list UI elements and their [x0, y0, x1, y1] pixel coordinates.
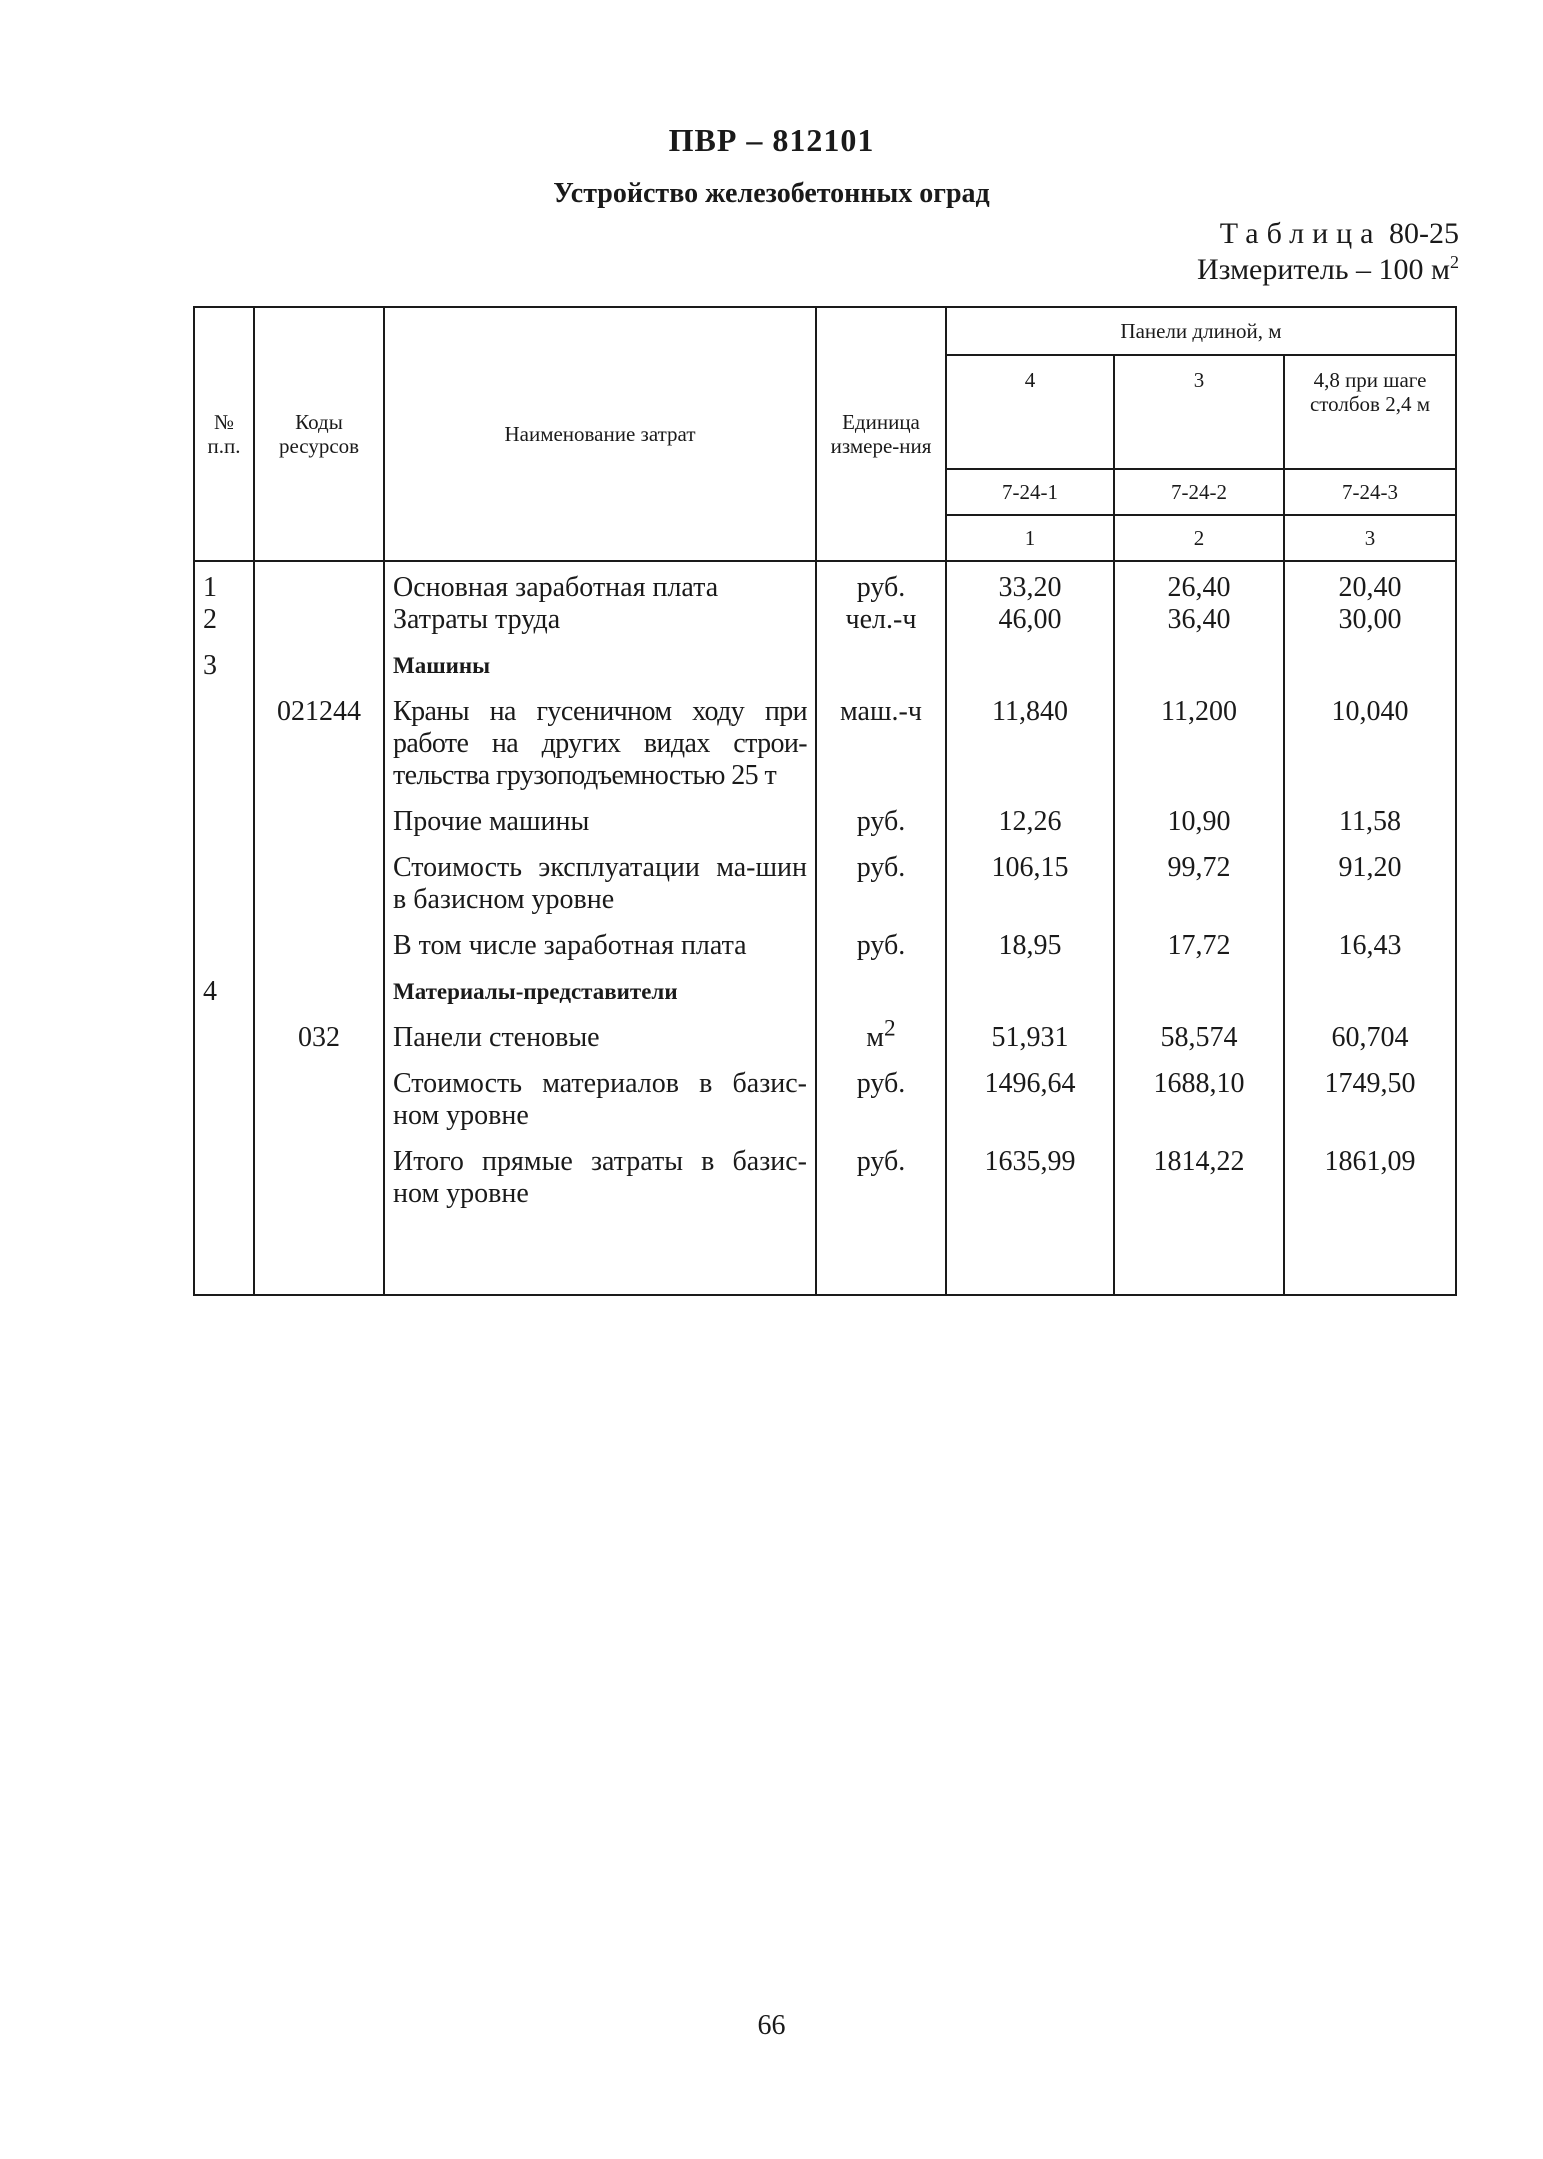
- row-code: [254, 916, 384, 962]
- row-value-2: 58,574: [1114, 1008, 1284, 1054]
- table-row: [194, 604, 1456, 636]
- header-panel-group: Панели длиной, м: [946, 307, 1456, 355]
- row-value-3: 1861,09: [1284, 1132, 1456, 1210]
- row-code: [254, 962, 384, 1008]
- row-name: Прочие машины: [384, 792, 816, 838]
- row-value-3: 1749,50: [1284, 1054, 1456, 1132]
- table-row: [194, 916, 1456, 962]
- row-num: [194, 682, 254, 792]
- filler-cell: [1114, 1210, 1284, 1295]
- row-value-1: 51,931: [946, 1008, 1114, 1054]
- page-number: 66: [757, 2010, 786, 2041]
- row-code: [254, 604, 384, 636]
- section-title-materials: Материалы-представители: [384, 962, 816, 1008]
- filler-cell: [946, 1210, 1114, 1295]
- filler-cell: [194, 1210, 254, 1295]
- header-col3-title: 4,8 при шаге столбов 2,4 м: [1284, 355, 1456, 469]
- table-row: [194, 1008, 1456, 1054]
- row-num: 1: [194, 561, 254, 604]
- row-value-3: 60,704: [1284, 1008, 1456, 1054]
- row-value-1: 1496,64: [946, 1054, 1114, 1132]
- row-value-1: 33,20: [946, 561, 1114, 604]
- row-value-3: [1284, 636, 1456, 682]
- row-unit: [816, 636, 946, 682]
- header-col2-index: 2: [1114, 515, 1284, 561]
- row-code: 021244: [254, 682, 384, 792]
- row-code: [254, 1132, 384, 1210]
- row-num: [194, 792, 254, 838]
- row-name: Стоимость эксплуатации ма-шин в базисном уровне: [384, 838, 816, 916]
- row-value-2: 11,200: [1114, 682, 1284, 792]
- header-col1-index: 1: [946, 515, 1114, 561]
- unit-power: 2: [884, 1015, 896, 1042]
- table-row: [194, 1132, 1456, 1210]
- table-row-section: [194, 636, 1456, 682]
- table-row-section: [194, 962, 1456, 1008]
- header-col1-code: 7-24-1: [946, 469, 1114, 515]
- row-num: [194, 1054, 254, 1132]
- row-value-1: 46,00: [946, 604, 1114, 636]
- document-code: ПВР – 812101: [668, 122, 875, 158]
- row-code: [254, 636, 384, 682]
- row-code: [254, 1054, 384, 1132]
- row-code: [254, 838, 384, 916]
- row-name: Стоимость материалов в базис-ном уровне: [384, 1054, 816, 1132]
- table-number-line: [1197, 216, 1459, 252]
- row-name: Итого прямые затраты в базис-ном уровне: [384, 1132, 816, 1210]
- table-row: [194, 792, 1456, 838]
- row-value-1: 12,26: [946, 792, 1114, 838]
- header-col3-index: 3: [1284, 515, 1456, 561]
- table-word: Таблица: [1219, 217, 1382, 250]
- row-value-1: 18,95: [946, 916, 1114, 962]
- filler-cell: [1284, 1210, 1456, 1295]
- header-name: Наименование затрат: [384, 307, 816, 561]
- table-caption: [1197, 216, 1459, 288]
- row-code: 032: [254, 1008, 384, 1054]
- row-unit: руб.: [816, 561, 946, 604]
- row-value-1: [946, 636, 1114, 682]
- row-value-3: 30,00: [1284, 604, 1456, 636]
- header-col2-title: 3: [1114, 355, 1284, 469]
- unit-base: м: [866, 1022, 885, 1053]
- row-value-1: 11,840: [946, 682, 1114, 792]
- row-value-2: 10,90: [1114, 792, 1284, 838]
- row-value-1: 1635,99: [946, 1132, 1114, 1210]
- row-unit: чел.-ч: [816, 604, 946, 636]
- row-name: Основная заработная плата: [384, 561, 816, 604]
- row-value-3: [1284, 962, 1456, 1008]
- row-value-2: [1114, 636, 1284, 682]
- row-unit: маш.-ч: [816, 682, 946, 792]
- measure-label: Измеритель – 100 м: [1196, 253, 1450, 286]
- row-value-2: [1114, 962, 1284, 1008]
- section-title-machines: Машины: [384, 636, 816, 682]
- row-value-1: [946, 962, 1114, 1008]
- row-value-2: 1688,10: [1114, 1054, 1284, 1132]
- row-name: Краны на гусеничном ходу при работе на других видах строи-тельства грузоподъемностью 25 т: [384, 682, 816, 792]
- table-number: 80-25: [1389, 217, 1459, 250]
- row-name: Затраты труда: [384, 604, 816, 636]
- row-unit: руб.: [816, 1132, 946, 1210]
- header-codes: Коды ресурсов: [254, 307, 384, 561]
- row-value-2: 17,72: [1114, 916, 1284, 962]
- row-unit: руб.: [816, 792, 946, 838]
- table-row: [194, 561, 1456, 604]
- row-num: [194, 916, 254, 962]
- row-unit: руб.: [816, 838, 946, 916]
- row-num: 4: [194, 962, 254, 1008]
- row-num: [194, 1132, 254, 1210]
- header-unit: Единица измере-ния: [816, 307, 946, 561]
- table-row: [194, 682, 1456, 792]
- row-code: [254, 792, 384, 838]
- row-value-2: 26,40: [1114, 561, 1284, 604]
- document-title: Устройство железобетонных оград: [553, 178, 990, 209]
- table-row: [194, 1054, 1456, 1132]
- header-col3-code: 7-24-3: [1284, 469, 1456, 515]
- row-name: Панели стеновые: [384, 1008, 816, 1054]
- table-filler-row: [194, 1210, 1456, 1295]
- row-name: В том числе заработная плата: [384, 916, 816, 962]
- measure-power: 2: [1450, 252, 1459, 272]
- row-unit: [816, 962, 946, 1008]
- row-value-2: 99,72: [1114, 838, 1284, 916]
- row-value-2: 1814,22: [1114, 1132, 1284, 1210]
- row-unit: руб.: [816, 916, 946, 962]
- row-code: [254, 561, 384, 604]
- row-value-3: 10,040: [1284, 682, 1456, 792]
- filler-cell: [384, 1210, 816, 1295]
- norms-table: [193, 306, 1457, 1296]
- row-num: 3: [194, 636, 254, 682]
- filler-cell: [816, 1210, 946, 1295]
- row-value-3: 16,43: [1284, 916, 1456, 962]
- row-value-2: 36,40: [1114, 604, 1284, 636]
- table-row: [194, 838, 1456, 916]
- row-value-3: 20,40: [1284, 561, 1456, 604]
- row-value-3: 11,58: [1284, 792, 1456, 838]
- measure-line: [1197, 252, 1459, 288]
- row-unit: [816, 1008, 946, 1054]
- filler-cell: [254, 1210, 384, 1295]
- row-num: [194, 1008, 254, 1054]
- row-num: [194, 838, 254, 916]
- header-num: № п.п.: [194, 307, 254, 561]
- header-col1-title: 4: [946, 355, 1114, 469]
- row-value-1: 106,15: [946, 838, 1114, 916]
- row-value-3: 91,20: [1284, 838, 1456, 916]
- header-col2-code: 7-24-2: [1114, 469, 1284, 515]
- row-unit: руб.: [816, 1054, 946, 1132]
- row-num: 2: [194, 604, 254, 636]
